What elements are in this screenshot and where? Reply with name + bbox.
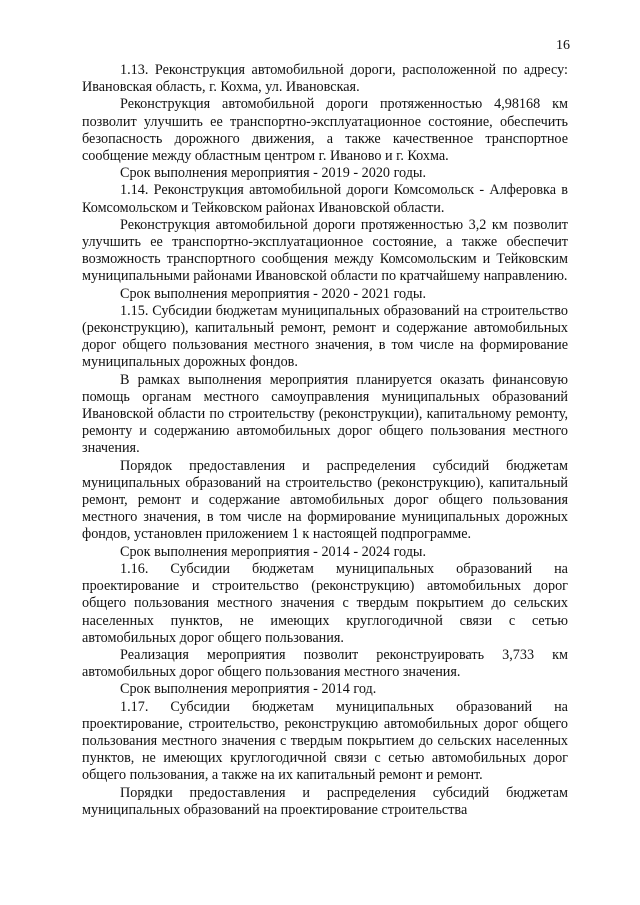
paragraph-1-14-description: Реконструкция автомобильной дороги протяженностью 3,2 км позволит улучшить ее транспортно-эксплуатационное состояние, а также обеспечит возможность транспортного сообщения между Комсомольским и Тейковским муниципальными районами Ивановской области по кратчайшему направлению.: [82, 216, 568, 285]
paragraph-1-15-title: 1.15. Субсидии бюджетам муниципальных образований на строительство (реконструкцию), капитальный ремонт, ремонт и содержание автомобильных дорог общего пользования местного значения, в том числе на формирование муниципальных дорожных фондов.: [82, 302, 568, 371]
paragraph-1-15-term: Срок выполнения мероприятия - 2014 - 2024 годы.: [120, 543, 427, 560]
paragraph-1-13-term: Срок выполнения мероприятия - 2019 - 2020 годы.: [120, 165, 427, 182]
paragraph-1-15-procedure: Порядок предоставления и распределения субсидий бюджетам муниципальных образований на строительство (реконструкцию), капитальный ремонт, ремонт и содержание автомобильных дорог общего пользования местного значения, в том числе на формирование муниципальных дорожных фондов, установлен приложением 1 к настоящей подпрограмме.: [82, 457, 568, 543]
paragraph-1-13-description: Реконструкция автомобильной дороги протяженностью 4,98168 км позволит улучшить ее транспортно-эксплуатационное состояние, обеспечить безопасность дорожного движения, а также качественное транспортное сообщение между областным центром г. Иваново и г. Кохма.: [82, 96, 568, 165]
paragraph-1-15-description: В рамках выполнения мероприятия планируется оказать финансовую помощь органам местного самоуправления муниципальных образований Ивановской области по строительству (реконструкции), капитальному ремонту, ремонту и содержанию автомобильных дорог общего пользования местного значения.: [82, 371, 568, 457]
paragraph-1-16-title: 1.16. Субсидии бюджетам муниципальных образований на проектирование и строительство (реконструкцию) автомобильных дорог общего пользования местного значения с твердым покрытием до сельских населенных пунктов, не имеющих круглогодичной связи с сетью автомобильных дорог общего пользования.: [82, 560, 568, 646]
paragraph-1-13-title: 1.13. Реконструкция автомобильной дороги, расположенной по адресу: Ивановская область, г. Кохма, ул. Ивановская.: [82, 62, 568, 96]
paragraph-1-14-term: Срок выполнения мероприятия - 2020 - 2021 годы.: [120, 285, 427, 302]
paragraph-1-14-title: 1.14. Реконструкция автомобильной дороги Комсомольск - Алферовка в Комсомольском и Тейковском районах Ивановской области.: [82, 182, 568, 216]
paragraph-1-16-term: Срок выполнения мероприятия - 2014 год.: [120, 681, 377, 698]
paragraph-1-16-description: Реализация мероприятия позволит реконструировать 3,733 км автомобильных дорог общего пользования местного значения.: [82, 646, 568, 681]
document-body: [82, 62, 568, 819]
paragraph-1-17-procedure: Порядки предоставления и распределения субсидий бюджетам муниципальных образований на проектирование строительства: [82, 784, 568, 818]
page-number: 16: [556, 38, 570, 53]
paragraph-1-17-title: 1.17. Субсидии бюджетам муниципальных образований на проектирование, строительство, реконструкцию автомобильных дорог общего пользования местного значения с твердым покрытием до сельских населенных пунктов, не имеющих круглогодичной связи с сетью автомобильных дорог общего пользования, а также на их капитальный ремонт и ремонт.: [82, 698, 568, 784]
